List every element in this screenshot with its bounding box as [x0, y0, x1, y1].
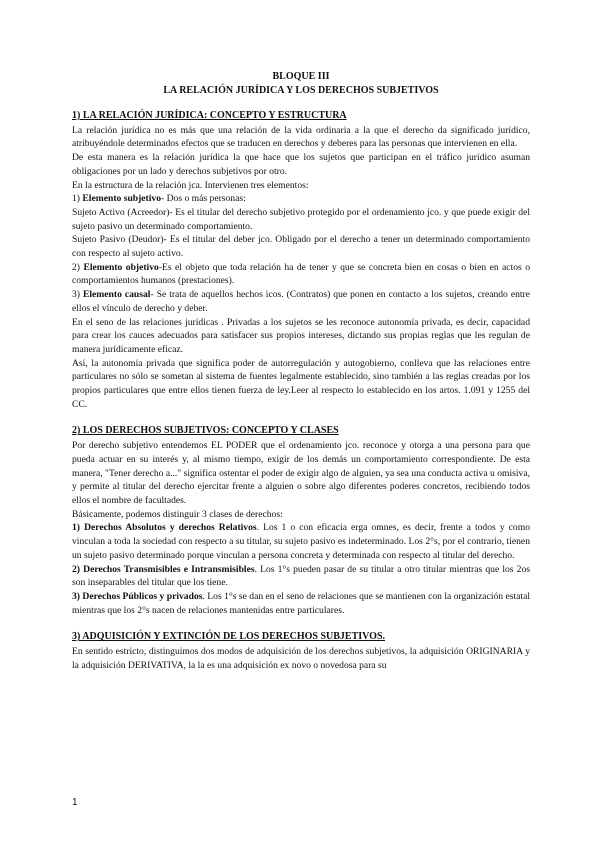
item-text: - Se trata de aquellos hechos icos. (Contratos) que ponen en contacto a los sujetos, creando entre ellos el vínculo de derecho y deber. [72, 289, 530, 314]
item-number: 3) [72, 289, 80, 301]
paragraph: Por derecho subjetivo entendemos EL PODER que el ordenamiento jco. reconoce y otorga a una persona para que pueda actuar en su interés y, al mismo tiempo, exigir de los demás un comportamiento correspondiente. De esta manera, "Tener derecho a..." significa ostentar el poder de exigir algo de alguien, ya sea una conducta activa u omisiva, y permite al titular del derecho ejercitar frente a alguien o sobre algo diferentes poderes concretos, recibiendo todos ellos el nombre de facultades. [72, 440, 530, 506]
page-number: 1 [72, 797, 78, 808]
rights-class-item [72, 590, 530, 617]
paragraph: Sujeto Pasivo (Deudor)- Es el titular del deber jco. Obligado por el derecho a tener un determinado comportamiento con respecto al sujeto activo. [72, 234, 530, 260]
item-number: 1) [72, 522, 80, 534]
item-text: -Es el objeto que toda relación ha de tener y que se concreta bien en cosas o bien en actos o comportamientos humanos (prestaciones). [72, 261, 530, 287]
item-text: - Dos o más personas: [161, 193, 246, 205]
item-label: Elemento subjetivo [82, 193, 162, 205]
element-causal-item [72, 288, 530, 315]
section-3-heading: 3) ADQUISICIÓN Y EXTINCIÓN DE LOS DERECHOS SUBJETIVOS. [72, 631, 386, 643]
item-number: 2) [72, 563, 80, 575]
item-number: 3) [72, 590, 80, 602]
paragraph: Básicamente, podemos distinguir 3 clases de derechos: [72, 508, 283, 520]
item-label: Elemento objetivo [83, 261, 159, 273]
paragraph: En sentido estricto, distinguimos dos modos de adquisición de los derechos subjetivos, la adquisición ORIGINARIA y la adquisición DERIVATIVA, la la es una adquisición ex novo o novedosa para su [72, 646, 530, 671]
section-2-heading: 2) LOS DERECHOS SUBJETIVOS: CONCEPTO Y CLASES [72, 425, 339, 437]
paragraph: En el seno de las relaciones jurídicas . Privadas a los sujetos se les reconoce autonomía privada, es decir, capacidad para crear los cauces adecuados para satisfacer sus propios intereses, dictando sus propias reglas que les regulan de manera jurídicamente eficaz. [72, 316, 530, 355]
element-objective-item [72, 261, 530, 288]
item-text: . Los 1°s se dan en el seno de relaciones que se mantienen con la organización estatal mientras que los 2°s nacen de relaciones mantenidas entre particulares. [72, 590, 531, 616]
item-number: 1) [72, 193, 80, 205]
item-text: . Los 1 o con eficacia erga omnes, es decir, frente a todos y como vinculan a toda la sociedad con respecto a su titular, su sujeto pasivo es indeterminado. Los 2°s, por el contrario, tienen un sujeto pasivo determinado porque vinculan a persona concreta y determinada con respecto al titular del derecho. [72, 522, 530, 561]
item-label: Derechos Públicos y privados [82, 590, 203, 602]
rights-class-item [72, 521, 530, 562]
item-label: Elemento causal [82, 289, 151, 301]
paragraph: De esta manera es la relación jurídica la que hace que los sujetos que participan en el tráfico jurídico asuman obligaciones por un lado y derechos subjetivos por otro. [72, 152, 530, 177]
section-1-heading: 1) LA RELACIÓN JURÍDICA: CONCEPTO Y ESTRUCTURA [72, 110, 347, 121]
paragraph: Sujeto Activo (Acreedor)- Es el titular del derecho subjetivo protegido por el ordenamiento jco. y que puede exigir del sujeto pasivo un determinado comportamiento. [72, 206, 530, 232]
paragraph: En la estructura de la relación jca. Intervienen tres elementos: [72, 179, 309, 191]
item-label: Derechos Transmisibles e Intransmisibles [83, 563, 255, 575]
paragraph: Así, la autonomía privada que significa poder de autorregulación y autogobierno, conlleva que las relaciones entre particulares no sólo se sometan al sistema de fuentes legalmente establecido, sino también a las reglas creadas por los propios particulares que entre ellos tienen fuerza de ley.Leer al respecto lo establecido en los artos. 1.091 y 1255 del CC. [72, 357, 530, 410]
item-text: . Los 1°s pueden pasar de su titular a otro titular mientras que los 2os son inseparables del titular que los tiene. [72, 563, 530, 589]
element-subjective-item [72, 192, 530, 206]
document-page [72, 70, 530, 672]
rights-class-item [72, 563, 530, 590]
paragraph: La relación jurídica no es más que una relación de la vida ordinaria a la que el derecho da significado jurídico, atribuyéndole determinados efectos que se traducen en derechos y deberes para las personas que intervienen en ella. [72, 124, 530, 150]
document-title: LA RELACIÓN JURÍDICA Y LOS DERECHOS SUBJETIVOS [163, 84, 439, 96]
item-label: Derechos Absolutos y derechos Relativos [84, 522, 257, 534]
item-number: 2) [72, 261, 80, 273]
block-title: BLOQUE III [272, 71, 330, 82]
